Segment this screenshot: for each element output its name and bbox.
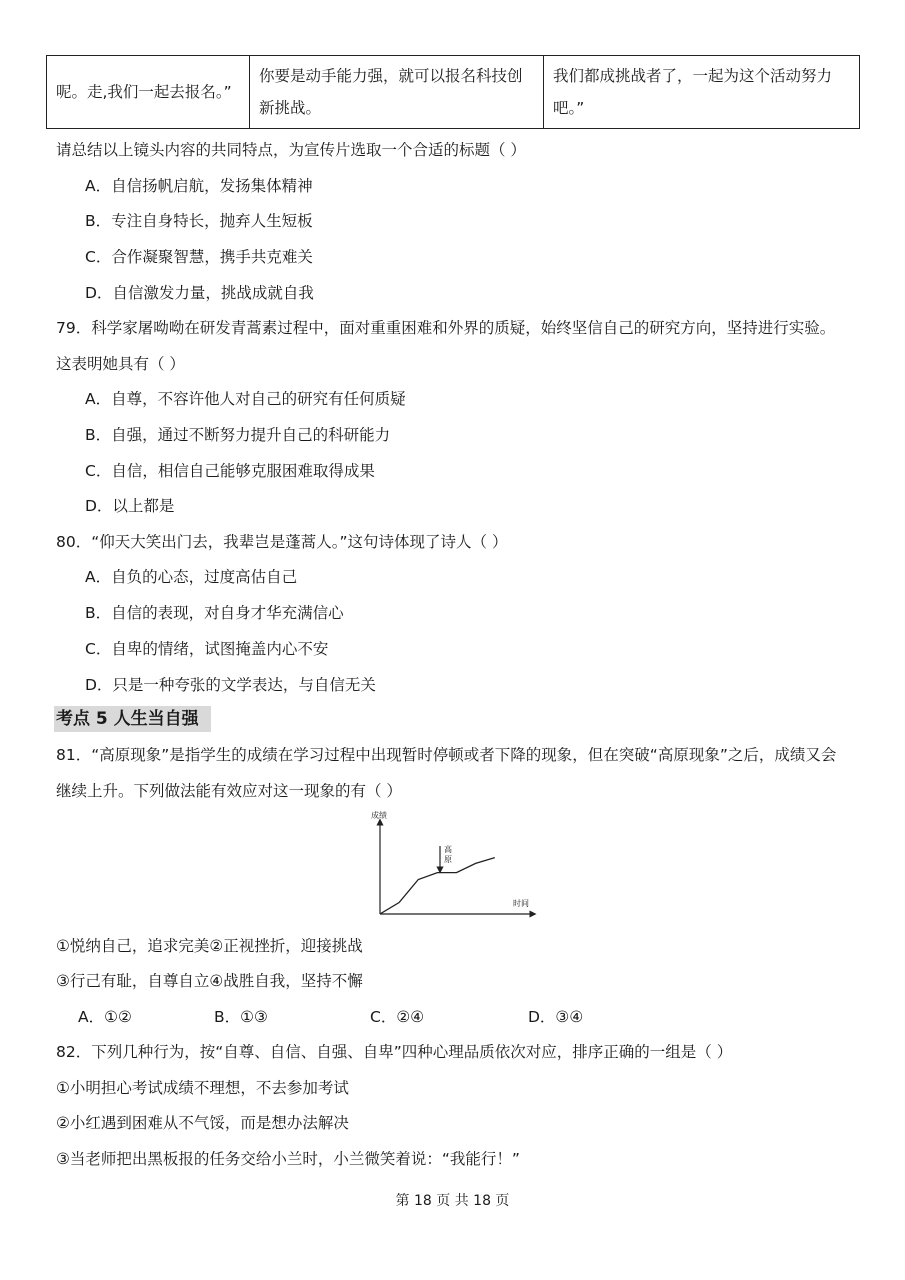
y-axis-label: 成绩	[371, 811, 387, 820]
q79-option-d: D．以上都是	[85, 497, 175, 515]
section-heading: 考点 5 人生当自强	[54, 706, 211, 732]
q81-items-line2: ③行己有耻，自尊自立④战胜自我，坚持不懈	[56, 972, 363, 990]
q78-option-a: A．自信扬帆启航，发扬集体精神	[85, 177, 313, 195]
q79-option-b: B．自强，通过不断努力提升自己的科研能力	[85, 426, 391, 444]
series-line	[380, 858, 495, 914]
table-row	[47, 56, 860, 129]
q78-option-c: C．合作凝聚智慧，携手共克难关	[85, 248, 313, 266]
q82-item-1: ①小明担心考试成绩不理想，不去参加考试	[56, 1079, 349, 1097]
q81-option-b: B．①③	[214, 1008, 268, 1026]
q79-option-c: C．自信，相信自己能够克服困难取得成果	[85, 462, 375, 480]
q80-option-d: D．只是一种夸张的文学表达，与自信无关	[85, 676, 376, 694]
plateau-line-chart	[355, 808, 545, 920]
x-axis-label: 时间	[513, 899, 529, 908]
scenario-table	[46, 55, 860, 129]
q81-option-a: A．①②	[78, 1008, 132, 1026]
q80-option-a: A．自负的心态，过度高估自己	[85, 568, 298, 586]
plateau-label-2: 原	[444, 855, 452, 864]
q80-stem: 80．“仰天大笑出门去，我辈岂是蓬蒿人。”这句诗体现了诗人（ ）	[56, 533, 508, 551]
q81-stem-line1: 81．“高原现象”是指学生的成绩在学习过程中出现暂时停顿或者下降的现象，但在突破“高原现象”之后，成绩又会	[56, 746, 837, 764]
q81-option-c: C．②④	[370, 1008, 425, 1026]
q82-stem: 82．下列几种行为，按“自尊、自信、自强、自卑”四种心理品质依次对应，排序正确的一组是（ ）	[56, 1043, 733, 1061]
q79-stem-line2: 这表明她具有（ ）	[56, 355, 185, 373]
q81-stem-line2: 继续上升。下列做法能有效应对这一现象的有（ ）	[56, 782, 402, 800]
q80-option-b: B．自信的表现，对自身才华充满信心	[85, 604, 344, 622]
plateau-label-1: 高	[444, 845, 452, 854]
q78-option-b: B．专注自身特长，抛弃人生短板	[85, 212, 313, 230]
q80-option-c: C．自卑的情绪，试图掩盖内心不安	[85, 640, 329, 658]
table-cell-1: 呢。走,我们一起去报名。”	[47, 56, 250, 129]
q79-stem-line1: 79．科学家屠呦呦在研发青蒿素过程中，面对重重困难和外界的质疑，始终坚信自己的研究方向，坚持进行实验。	[56, 319, 836, 337]
q82-item-2: ②小红遇到困难从不气馁，而是想办法解决	[56, 1114, 349, 1132]
q78-stem: 请总结以上镜头内容的共同特点，为宣传片选取一个合适的标题（ ）	[56, 141, 526, 159]
table-cell-2: 你要是动手能力强，就可以报名科技创新挑战。	[250, 56, 544, 129]
page-footer: 第 18 页 共 18 页	[395, 1193, 510, 1209]
q81-option-d: D．③④	[528, 1008, 584, 1026]
q81-items-line1: ①悦纳自己，追求完美②正视挫折，迎接挑战	[56, 937, 363, 955]
table-cell-3: 我们都成挑战者了，一起为这个活动努力吧。”	[544, 56, 860, 129]
q78-option-d: D．自信激发力量，挑战成就自我	[85, 284, 314, 302]
q82-item-3: ③当老师把出黑板报的任务交给小兰时，小兰微笑着说：“我能行！”	[56, 1150, 520, 1168]
q79-option-a: A．自尊，不容许他人对自己的研究有任何质疑	[85, 390, 406, 408]
